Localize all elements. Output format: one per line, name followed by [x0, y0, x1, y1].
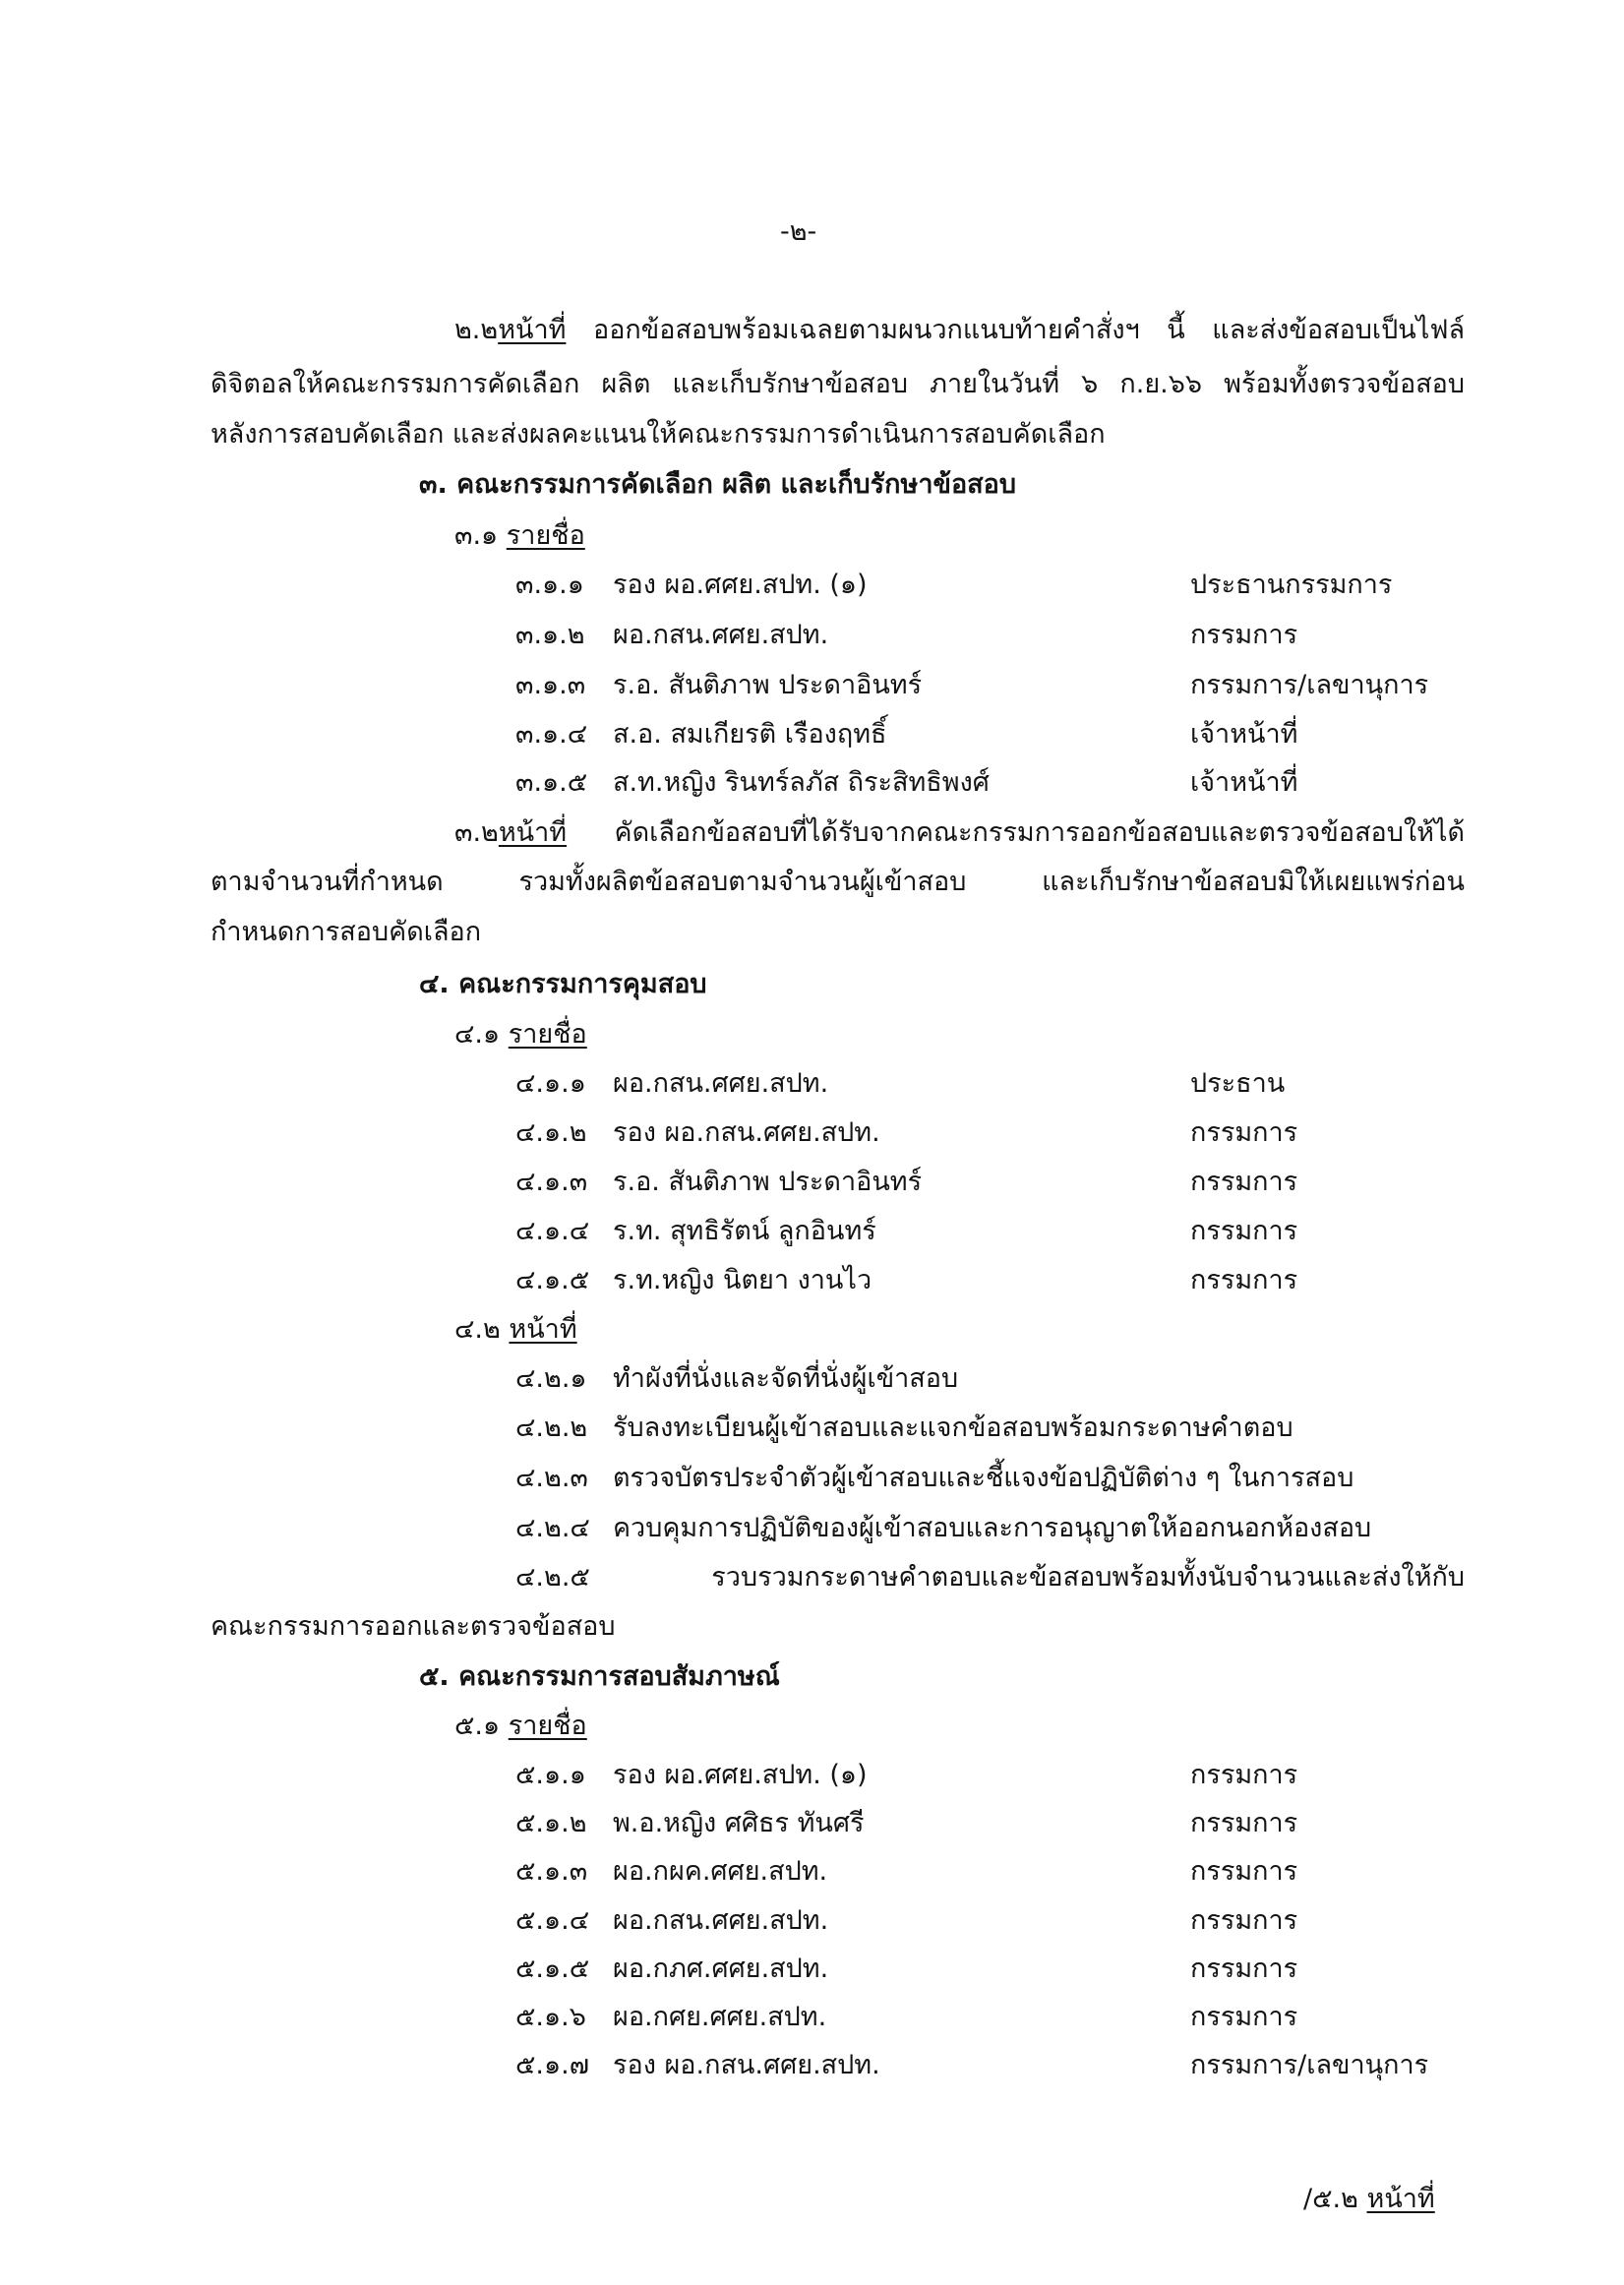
- s4-d5-line: [515, 1564, 1465, 1591]
- s3-m3-num: ๓.๑.๓: [515, 670, 586, 700]
- s5-m2-role: กรรมการ: [1190, 1808, 1298, 1838]
- s3-list-label: รายชื่อ: [506, 520, 585, 551]
- s5-heading: ๕. คณะกรรมการสอบสัมภาษณ์: [419, 1661, 780, 1692]
- s5-list-num: ๕.๑: [454, 1711, 501, 1741]
- s3-m4-role: เจ้าหน้าที่: [1190, 719, 1298, 750]
- s3-duty-label: หน้าที่: [498, 817, 568, 848]
- s3-m2-name: ผอ.กสน.ศศย.สปท.: [613, 620, 829, 650]
- s4-m1-num: ๔.๑.๑: [515, 1068, 586, 1099]
- s5-m5-num: ๕.๑.๕: [515, 1954, 590, 1984]
- s4-duty-header: [454, 1316, 577, 1343]
- s4-list-header: [454, 1021, 587, 1048]
- s5-m1-name: รอง ผอ.ศศย.สปท. (๑): [613, 1760, 868, 1790]
- s5-m7-role: กรรมการ/เลขานุการ: [1190, 2050, 1429, 2080]
- s3-heading: ๓. คณะกรรมการคัดเลือก ผลิต และเก็บรักษาข้อสอบ: [419, 469, 1016, 500]
- s4-m5-num: ๔.๑.๕: [515, 1265, 590, 1295]
- s3-duty-num: ๓.๒: [454, 817, 499, 848]
- s5-m7-name: รอง ผอ.กสน.ศศย.สปท.: [613, 2050, 880, 2080]
- s4-duty-num: ๔.๒: [454, 1314, 501, 1345]
- s4-d3-text: ตรวจบัตรประจำตัวผู้เข้าสอบและชี้แจงข้อปฏิบัติต่าง ๆ ในการสอบ: [613, 1463, 1354, 1493]
- s5-m2-num: ๕.๑.๒: [515, 1808, 587, 1838]
- s5-m4-name: ผอ.กสน.ศศย.สปท.: [613, 1905, 829, 1936]
- s5-m2-name: พ.อ.หญิง ศศิธร ทันศรี: [613, 1808, 865, 1838]
- s4-m4-role: กรรมการ: [1190, 1216, 1298, 1246]
- s4-d5-text: รวบรวมกระดาษคำตอบและข้อสอบพร้อมทั้งนับจำนวนและส่งให้กับ: [711, 1562, 1465, 1593]
- s5-m4-role: กรรมการ: [1190, 1905, 1298, 1936]
- s5-m3-role: กรรมการ: [1190, 1856, 1298, 1887]
- s4-d5-num: ๔.๒.๕: [515, 1562, 590, 1593]
- s3-m4-name: ส.อ. สมเกียรติ เรืองฤทธิ์: [613, 719, 887, 750]
- s4-d3-num: ๔.๒.๓: [515, 1463, 588, 1493]
- footer-label: หน้าที่: [1366, 2184, 1435, 2214]
- s4-m2-num: ๔.๑.๒: [515, 1117, 587, 1148]
- s5-m7-num: ๕.๑.๗: [515, 2050, 590, 2080]
- s3-m5-num: ๓.๑.๕: [515, 767, 588, 798]
- s4-m3-role: กรรมการ: [1190, 1167, 1298, 1197]
- s4-m5-role: กรรมการ: [1190, 1265, 1298, 1295]
- s4-duty-label: หน้าที่: [509, 1314, 577, 1345]
- s4-m4-num: ๔.๑.๔: [515, 1216, 590, 1246]
- s4-list-num: ๔.๑: [454, 1019, 501, 1050]
- s3-m4-num: ๓.๑.๔: [515, 719, 588, 750]
- s3-m3-name: ร.อ. สันติภาพ ประดาอินทร์: [613, 670, 923, 700]
- footer-continuation: [1303, 2186, 1435, 2212]
- s4-d4-num: ๔.๒.๔: [515, 1513, 590, 1543]
- s5-m6-num: ๕.๑.๖: [515, 2002, 586, 2032]
- s5-m1-num: ๕.๑.๑: [515, 1760, 586, 1790]
- s2-2-text1: ออกข้อสอบพร้อมเฉลยตามผนวกแนบท้ายคำสั่งฯ นี้ และส่งข้อสอบเป็นไฟล์: [593, 315, 1465, 345]
- s4-d2-text: รับลงทะเบียนผู้เข้าสอบและแจกข้อสอบพร้อมกระดาษคำตอบ: [613, 1413, 1293, 1443]
- s2-2-line2: ดิจิตอลให้คณะกรรมการคัดเลือก ผลิต และเก็บรักษาข้อสอบ ภายในวันที่ ๖ ก.ย.๖๖ พร้อมทั้งตรวจข้อสอบ: [211, 369, 1465, 399]
- s4-heading: ๔. คณะกรรมการคุมสอบ: [419, 969, 707, 999]
- s3-duty-line1: [454, 819, 1465, 846]
- s4-d1-num: ๔.๒.๑: [515, 1363, 587, 1394]
- s3-m5-name: ส.ท.หญิง รินทร์ลภัส ถิระสิทธิพงศ์: [613, 767, 990, 798]
- s5-m5-name: ผอ.กภศ.ศศย.สปท.: [613, 1954, 829, 1984]
- page-number: -๒-: [780, 216, 817, 247]
- s4-m5-name: ร.ท.หญิง นิตยา งานไว: [613, 1265, 872, 1295]
- s4-m1-role: ประธาน: [1190, 1068, 1286, 1099]
- s4-m2-role: กรรมการ: [1190, 1117, 1298, 1148]
- s4-d5-cont: คณะกรรมการออกและตรวจข้อสอบ: [211, 1611, 616, 1642]
- s4-d2-num: ๔.๒.๒: [515, 1413, 588, 1443]
- s5-list-header: [454, 1713, 587, 1739]
- s4-m4-name: ร.ท. สุทธิรัตน์ ลูกอินทร์: [613, 1216, 876, 1246]
- s3-duty-text1: คัดเลือกข้อสอบที่ได้รับจากคณะกรรมการออกข้อสอบและตรวจข้อสอบให้ได้: [614, 817, 1465, 848]
- s5-m6-name: ผอ.กศย.ศศย.สปท.: [613, 2002, 827, 2032]
- s3-duty-line3: กำหนดการสอบคัดเลือก: [211, 917, 482, 947]
- s4-d4-text: ควบคุมการปฏิบัติของผู้เข้าสอบและการอนุญาตให้ออกนอกห้องสอบ: [613, 1513, 1372, 1543]
- s3-m2-num: ๓.๑.๒: [515, 620, 585, 650]
- s2-2-line1: [454, 317, 1465, 343]
- s5-m3-name: ผอ.กผค.ศศย.สปท.: [613, 1856, 828, 1887]
- s3-m1-role: ประธานกรรมการ: [1190, 570, 1393, 600]
- s4-list-label: รายชื่อ: [508, 1019, 587, 1050]
- s3-list-header: [454, 522, 585, 549]
- s5-m6-role: กรรมการ: [1190, 2002, 1298, 2032]
- s5-m1-role: กรรมการ: [1190, 1760, 1298, 1790]
- s3-m1-name: รอง ผอ.ศศย.สปท. (๑): [613, 570, 868, 600]
- s3-duty-line2: ตามจำนวนที่กำหนด รวมทั้งผลิตข้อสอบตามจำนวนผู้เข้าสอบ และเก็บรักษาข้อสอบมิให้เผยแพร่ก่อน: [211, 867, 1465, 897]
- s5-list-label: รายชื่อ: [508, 1711, 587, 1741]
- s2-2-num: ๒.๒: [454, 315, 499, 345]
- s3-m1-num: ๓.๑.๑: [515, 570, 584, 600]
- s2-2-label: หน้าที่: [498, 315, 567, 345]
- s3-m5-role: เจ้าหน้าที่: [1190, 767, 1298, 798]
- s3-m2-role: กรรมการ: [1190, 620, 1298, 650]
- s3-list-num: ๓.๑: [454, 520, 499, 551]
- s4-d1-text: ทำผังที่นั่งและจัดที่นั่งผู้เข้าสอบ: [613, 1363, 959, 1394]
- s4-m1-name: ผอ.กสน.ศศย.สปท.: [613, 1068, 829, 1099]
- s2-2-line3: หลังการสอบคัดเลือก และส่งผลคะแนนให้คณะกรรมการดำเนินการสอบคัดเลือก: [211, 419, 1106, 450]
- s5-m3-num: ๕.๑.๓: [515, 1856, 588, 1887]
- s5-m5-role: กรรมการ: [1190, 1954, 1298, 1984]
- footer-prefix: /๕.๒: [1303, 2184, 1358, 2214]
- s4-m2-name: รอง ผอ.กสน.ศศย.สปท.: [613, 1117, 880, 1148]
- s4-m3-num: ๔.๑.๓: [515, 1167, 588, 1197]
- s3-m3-role: กรรมการ/เลขานุการ: [1190, 670, 1429, 700]
- s4-m3-name: ร.อ. สันติภาพ ประดาอินทร์: [613, 1167, 923, 1197]
- s5-m4-num: ๕.๑.๔: [515, 1905, 590, 1936]
